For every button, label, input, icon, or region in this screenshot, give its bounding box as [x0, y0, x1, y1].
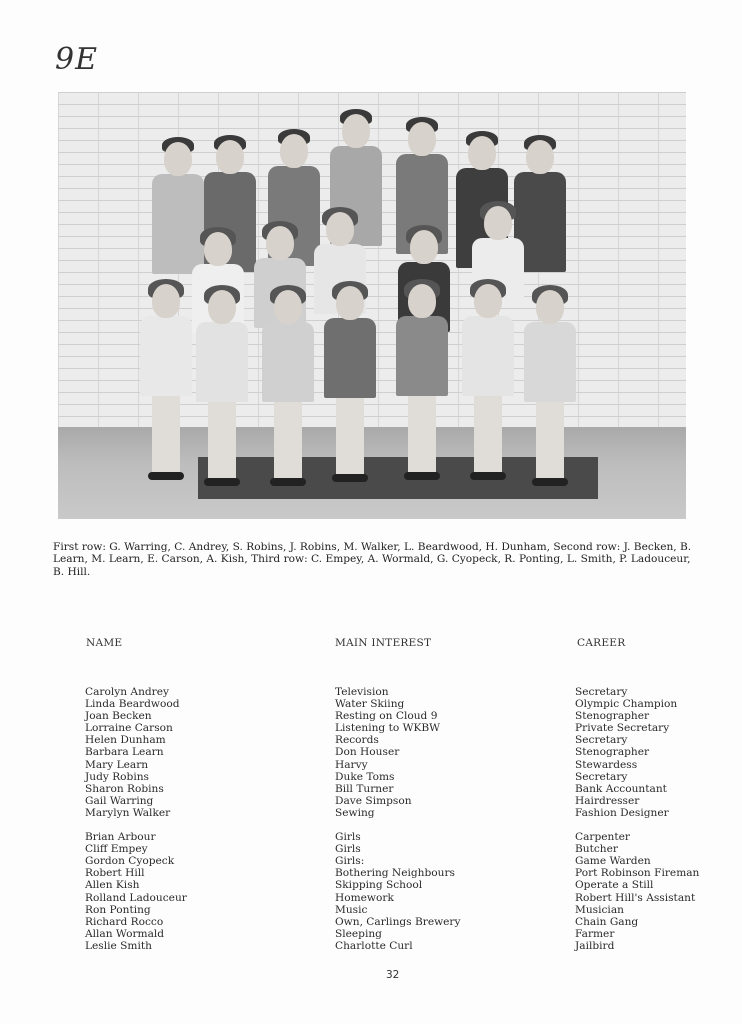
interest-cell: Records: [335, 734, 379, 747]
name-cell: Lorraine Carson: [85, 722, 173, 735]
name-cell: Helen Dunham: [85, 734, 166, 747]
name-cell: Gail Warring: [85, 794, 154, 807]
name-cell: Gordon Cyopeck: [85, 855, 175, 868]
career-cell: Butcher: [575, 843, 618, 856]
career-cell: Carpenter: [575, 831, 630, 844]
interest-cell: Bill Turner: [335, 782, 394, 795]
career-cell: Bank Accountant: [575, 782, 667, 795]
class-photo: [58, 92, 686, 519]
group-divider: [85, 819, 187, 831]
header-name: NAME: [86, 637, 123, 649]
name-cell: Ron Ponting: [85, 903, 151, 916]
career-cell: Secretary: [575, 734, 628, 747]
career-cell: Game Warden: [575, 855, 651, 868]
interest-cell: Music: [335, 903, 368, 916]
page-number: 32: [386, 969, 400, 981]
name-cell: Cliff Empey: [85, 843, 148, 856]
interest-cell: Homework: [335, 891, 394, 904]
name-cell: Leslie Smith: [85, 939, 152, 952]
interest-cell: Girls:: [335, 855, 365, 868]
interest-cell: Bothering Neighbours: [335, 867, 455, 880]
interest-cell: Charlotte Curl: [335, 939, 413, 952]
career-cell: Robert Hill's Assistant: [575, 891, 696, 904]
career-cell: Farmer: [575, 927, 615, 940]
career-cell: Stenographer: [575, 746, 650, 759]
interest-cell: Duke Toms: [335, 770, 395, 783]
interest-cell: Girls: [335, 831, 361, 844]
career-cell: Musician: [575, 903, 624, 916]
photo-caption: First row: G. Warring, C. Andrey, S. Robins, J. Robins, M. Walker, L. Beardwood, H. Dunham, Second row: J. Becken, B. Learn, M. Learn, E. Carson, A. Kish, Third row: C. Empey, A. Wormald, G. Cyopeck, R. Ponting, L. Smith, P. Ladouceur, B. Hill.: [53, 541, 692, 578]
career-cell: Stenographer: [575, 710, 650, 723]
career-cell: Chain Gang: [575, 915, 639, 928]
interest-cell: Sewing: [335, 806, 375, 819]
name-cell: Brian Arbour: [85, 831, 156, 844]
career-cell: Private Secretary: [575, 722, 670, 735]
name-column: [85, 686, 187, 952]
career-cell: Port Robinson Fireman: [575, 867, 700, 880]
interest-cell: Sleeping: [335, 927, 382, 940]
name-cell: Richard Rocco: [85, 915, 164, 928]
name-cell: Sharon Robins: [85, 782, 164, 795]
name-cell: Allan Wormald: [85, 927, 165, 940]
interest-cell: Television: [335, 686, 389, 698]
name-cell: Allen Kish: [85, 879, 140, 892]
interest-cell: Water Skiing: [335, 698, 405, 711]
interest-cell: Girls: [335, 843, 361, 856]
interest-cell: Harvy: [335, 758, 368, 771]
name-cell: Judy Robins: [85, 770, 149, 783]
header-main-interest: MAIN INTEREST: [335, 637, 432, 649]
interest-cell: Don Houser: [335, 746, 400, 759]
name-cell: Mary Learn: [85, 758, 149, 771]
career-cell: Olympic Champion: [575, 698, 678, 711]
career-cell: Fashion Designer: [575, 806, 669, 819]
name-cell: Barbara Learn: [85, 746, 164, 759]
career-cell: Secretary: [575, 770, 628, 783]
group-divider: [575, 819, 699, 831]
name-cell: Carolyn Andrey: [85, 686, 169, 698]
name-cell: Rolland Ladouceur: [85, 891, 187, 904]
career-cell: Jailbird: [575, 939, 615, 952]
career-cell: Secretary: [575, 686, 628, 698]
group-divider: [335, 819, 461, 831]
interest-column: [335, 686, 461, 952]
name-cell: Marylyn Walker: [85, 806, 171, 819]
name-cell: Robert Hill: [85, 867, 145, 880]
career-column: [575, 686, 699, 952]
header-career: CAREER: [577, 637, 626, 649]
name-cell: Joan Becken: [85, 710, 152, 723]
interest-cell: Own, Carlings Brewery: [335, 915, 461, 928]
handwritten-class-label: 9E: [55, 42, 98, 77]
interest-cell: Listening to WKBW: [335, 722, 441, 735]
interest-cell: Dave Simpson: [335, 794, 412, 807]
interest-cell: Skipping School: [335, 879, 423, 892]
name-cell: Linda Beardwood: [85, 698, 180, 711]
career-cell: Stewardess: [575, 758, 638, 771]
career-cell: Hairdresser: [575, 794, 640, 807]
career-cell: Operate a Still: [575, 879, 654, 892]
interest-cell: Resting on Cloud 9: [335, 710, 438, 723]
